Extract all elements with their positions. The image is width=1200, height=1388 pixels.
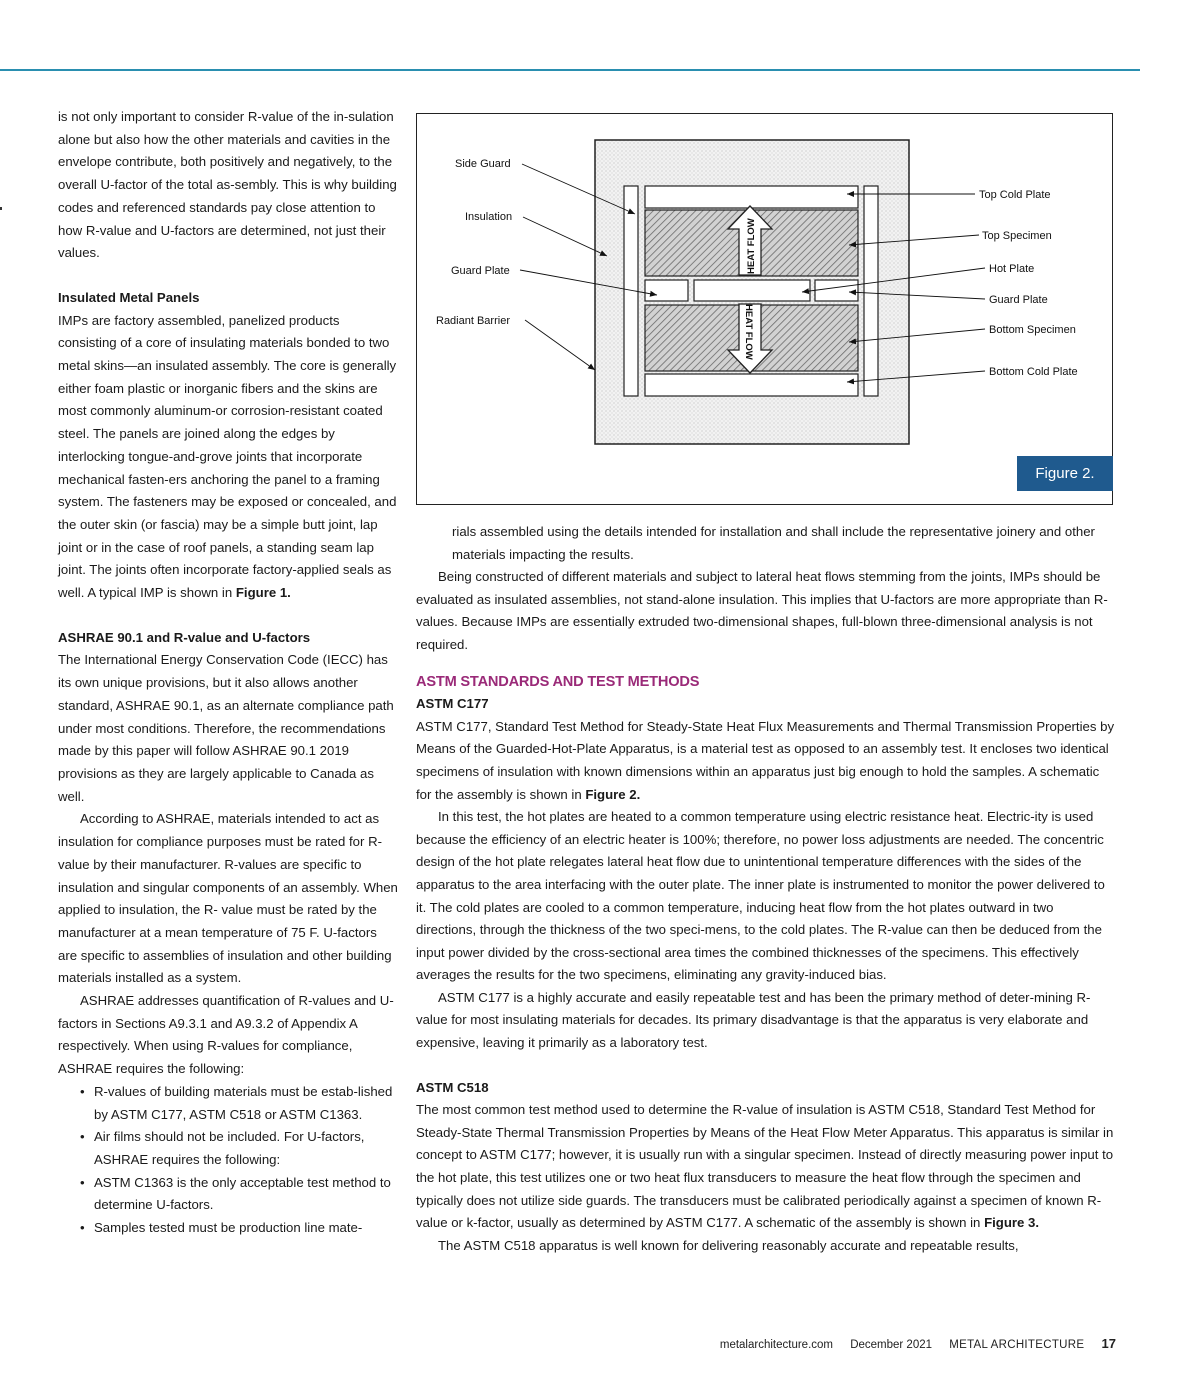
heat-flow-label-top: HEAT FLOW <box>746 218 757 274</box>
right-paragraph-4: ASTM C177 is a highly accurate and easily repeatable test and has been the primary method of deter-mining R-value for most insulating materials for decades. Its primary disadvantage is that the apparatus is very elaborate and expensive, leaving it primarily as a laboratory test. <box>416 989 1091 1051</box>
label-guard-plate-right: Guard Plate <box>989 294 1048 306</box>
heading-astm-c518: ASTM C518 <box>416 1079 489 1095</box>
guard-plate-left <box>645 280 688 301</box>
list-item <box>58 1172 398 1217</box>
footer-site: metalarchitecture.com <box>719 1339 833 1351</box>
left-paragraph-2 <box>58 310 398 605</box>
list-item-text: R-values of building materials must be estab-lished by ASTM C177, ASTM C518 or ASTM C1363. <box>94 1083 393 1122</box>
right-paragraph-2 <box>416 716 1116 806</box>
figure-1-reference: Figure 1. <box>235 585 291 601</box>
list-item-text: Air films should not be included. For U-factors, ASHRAE requires the following: <box>94 1129 365 1167</box>
right-continued-paragraph: rials assembled using the details intended for installation and shall include the representative joinery and other materials impacting the results. <box>452 524 1095 562</box>
bullet-icon: • <box>80 1174 85 1190</box>
bullet-icon: • <box>80 1083 85 1099</box>
requirements-list <box>58 1081 398 1240</box>
footer-date: December 2021 <box>850 1339 933 1351</box>
list-item <box>58 1126 398 1171</box>
figure-3-reference: Figure 3. <box>984 1215 1040 1231</box>
right-paragraph-1: Being constructed of different materials and subject to lateral heat flows stemming from the joints, IMPs should be evaluated as insulated assemblies, not stand-alone insulation. This implies that U-factors are more appropriate than R-values. Because IMPs are essentially extruded two-dimensional shapes, full-blown three-dimensional analysis is not required. <box>416 569 1108 652</box>
side-guard-right <box>864 186 878 396</box>
list-item-text: Samples tested must be production line mate- <box>94 1220 363 1236</box>
top-cold-plate <box>645 186 858 208</box>
right-paragraph-5-text: The most common test method used to determine the R-value of insulation is ASTM C518, Standard Test Method for Steady-State Thermal Transmission Properties by Means of the Heat Flow Meter Apparatus. This apparatus is similar in concept to ASTM C177; however, it is usually run with a singular specimen. Instead of directly measuring power input to the hot plate, this test utilizes one or two heat flux transducers to measure the heat flow through the specimen and typically does not utilize side guards. The transducers must be calibrated periodically against a specimen of known R-value or k-factor, usually as determined by ASTM C177. A schematic of the assembly is shown in <box>416 1102 1114 1231</box>
heading-ashrae: ASHRAE 90.1 and R-value and U-factors <box>58 629 311 645</box>
leader-radiant-barrier <box>525 320 595 370</box>
header-rule <box>0 69 1140 71</box>
label-top-specimen: Top Specimen <box>982 230 1052 242</box>
figure-2-diagram <box>416 113 1113 505</box>
hot-plate <box>694 280 810 301</box>
heat-flow-label-bottom: HEAT FLOW <box>743 304 754 360</box>
list-item-text: ASTM C1363 is the only acceptable test method to determine U-factors. <box>94 1174 391 1213</box>
right-paragraph-6: The ASTM C518 apparatus is well known for delivering reasonably accurate and repeatable results, <box>438 1237 1019 1253</box>
heading-astm-c177: ASTM C177 <box>416 696 489 712</box>
page-number: 17 <box>1101 1336 1116 1351</box>
label-side-guard: Side Guard <box>455 158 511 170</box>
right-column <box>416 521 1116 1257</box>
left-paragraph-1: is not only important to consider R-value of the in-sulation alone but also how the other materials and cavities in the envelope contribute, both positively and negatively, to the overall U-factor of the total as-sembly. This is why building codes and referenced standards pay close attention to how R-value and U-factors are determined, not just their values. <box>58 109 397 261</box>
bullet-icon: • <box>80 1220 85 1236</box>
left-paragraph-5: ASHRAE addresses quantification of R-values and U-factors in Sections A9.3.1 and A9.3.2 of Appendix A respectively. When using R-values for compliance, ASHRAE requires the following: <box>58 993 394 1077</box>
right-paragraph-2-text: ASTM C177, Standard Test Method for Steady-State Heat Flux Measurements and Thermal Transmission Properties by Means of the Guarded-Hot-Plate Apparatus, is a material test as opposed to an assembly test. It encloses two identical specimens of insulation with known dimensions within an apparatus just big enough to hold the samples. A schematic for the assembly is shown in <box>416 718 1115 802</box>
left-column <box>58 106 398 1240</box>
label-bottom-cold-plate: Bottom Cold Plate <box>989 366 1078 378</box>
left-paragraph-2-text: IMPs are factory assembled, panelized products consisting of a core of insulating materials bonded to two metal skins—an insulated assembly. The core is generally either foam plastic or inorganic fibers and the skins are most commonly aluminum-or corrosion-resistant coated steel. The panels are joined along the edges by interlocking tongue-and-grove joints that incorporate mechanical fasten-ers anchoring the panel to a framing system. The fasteners may be exposed or concealed, and the outer skin (or fascia) may be a simple butt joint, lap joint or in the case of roof panels, a standing seam lap joint. The joints often incorporate factory-applied seals as well. A typical IMP is shown in <box>58 312 397 601</box>
label-insulation: Insulation <box>465 211 513 223</box>
right-paragraph-3: In this test, the hot plates are heated to a common temperature using electric resistance heat. Electric-ity is used because the efficiency of an electric heater is 100%; therefore, no power loss adjustments are needed. The concentric design of the hot plate relegates lateral heat flow due to unintentional temperature differences with the sides of the apparatus to the area interfacing with the outer plate. The inner plate is instrumented to monitor the power delivered to it. The cold plates are cooled to a common temperature, inducing heat flow from the hot plates outward in two directions, through the thickness of the two speci-mens, to the cold plates. The R-value can then be deduced from the input power divided by the cross-sectional area times the combined thicknesses of the specimens. This effectively averages the results for the two specimens, eliminating any gravity-induced bias. <box>416 809 1105 983</box>
edge-mark <box>0 207 2 210</box>
guarded-hot-plate-schematic <box>417 114 1114 506</box>
guard-plate-right <box>815 280 858 301</box>
bottom-cold-plate <box>645 374 858 396</box>
heading-insulated-metal-panels: Insulated Metal Panels <box>58 289 200 305</box>
label-radiant-barrier: Radiant Barrier <box>436 315 510 327</box>
label-bottom-specimen: Bottom Specimen <box>989 324 1076 336</box>
footer-magazine: METAL ARCHITECTURE <box>949 1339 1085 1351</box>
figure-2-reference: Figure 2. <box>585 786 641 802</box>
bullet-icon: • <box>80 1129 85 1145</box>
list-item <box>58 1081 398 1126</box>
label-top-cold-plate: Top Cold Plate <box>979 189 1051 201</box>
label-hot-plate: Hot Plate <box>989 263 1035 275</box>
label-guard-plate-left: Guard Plate <box>451 265 510 277</box>
page-footer <box>700 1336 1116 1351</box>
figure-2-caption: Figure 2. <box>1017 456 1113 491</box>
section-heading-astm-standards: ASTM STANDARDS AND TEST METHODS <box>416 673 700 690</box>
right-paragraph-5 <box>416 1099 1116 1235</box>
left-paragraph-4: According to ASHRAE, materials intended to act as insulation for compliance purposes must be rated for R-value by their manufacturer. R-values are specific to insulation and singular components of an assembly. When applied to insulation, the R- value must be rated by the manufacturer at a mean temperature of 75 F. U-factors are specific to assemblies of insulation and other building materials installed as a system. <box>58 811 398 986</box>
left-paragraph-3: The International Energy Conservation Code (IECC) has its own unique provisions, but it also allows another standard, ASHRAE 90.1, as an alternate compliance path under most conditions. Therefore, the recommendations made by this paper will follow ASHRAE 90.1 2019 provisions as they are largely applicable to Canada as well. <box>58 652 394 804</box>
list-item <box>58 1217 398 1240</box>
